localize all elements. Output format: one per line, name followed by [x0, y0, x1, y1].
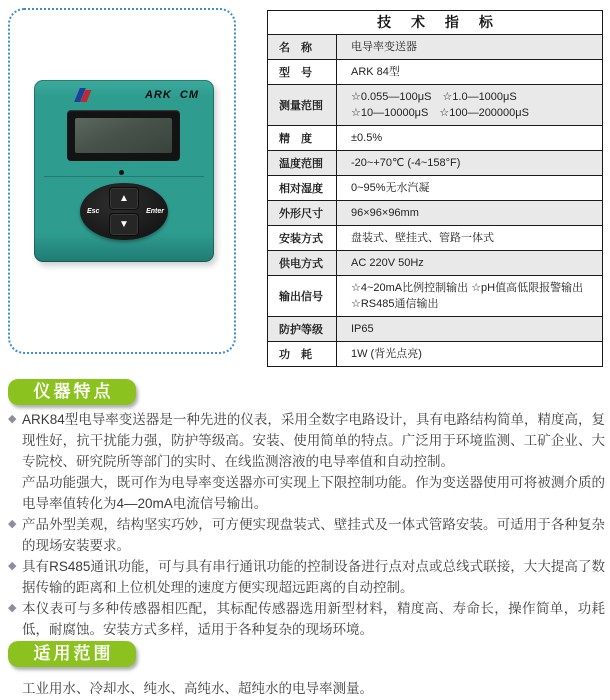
table-row [268, 250, 602, 275]
feature-paragraph: 产品功能强大，既可作为电导率变送器亦可实现上下限控制功能。作为变送器使用可将被测介质的电导率值转化为4—20mA电流信号输出。 [22, 475, 605, 511]
spec-value-text: ARK 84型 [351, 66, 400, 78]
spec-value-text: -20~+70℃ (-4~158°F) [351, 157, 461, 169]
up-arrow-button: ▲ [109, 187, 139, 210]
spec-value [337, 60, 602, 84]
brand-logo-icon [74, 88, 92, 102]
spec-value [337, 35, 602, 59]
lcd-display [67, 110, 180, 161]
spec-value [337, 151, 602, 175]
spec-label: 名 称 [268, 35, 337, 59]
spec-value-text: ☆10—10000μS ☆100—200000μS [351, 107, 529, 119]
spec-value-text: 电导率变送器 [351, 41, 417, 53]
table-row [268, 34, 602, 59]
bullet-diamond-icon: ◆ [8, 518, 17, 530]
spec-value [337, 201, 602, 225]
list-item [8, 556, 605, 598]
spec-value-text: ±0.5% [351, 132, 383, 144]
spec-value-text: ☆4~20mA比例控制输出 ☆pH值高低限报警输出 [351, 282, 584, 294]
table-row [268, 150, 602, 175]
spec-label: 安装方式 [268, 226, 337, 250]
spec-label: 供电方式 [268, 251, 337, 275]
bullet-diamond-icon: ◆ [8, 602, 17, 614]
spec-label: 相对湿度 [268, 176, 337, 200]
spec-value [337, 276, 602, 316]
spec-value-text: IP65 [351, 323, 374, 335]
bullet-diamond-icon: ◆ [8, 413, 17, 425]
spec-label: 精 度 [268, 126, 337, 150]
list-item [8, 514, 605, 556]
down-arrow-button: ▼ [109, 213, 139, 236]
spec-label: 输出信号 [268, 276, 337, 316]
lcd-screen [75, 118, 172, 153]
features-list [8, 409, 605, 640]
spec-label: 功 耗 [268, 342, 337, 366]
spec-value-text: 0~95%无水汽凝 [351, 182, 430, 194]
list-item [8, 598, 605, 640]
features-section-heading: 仪器特点 [8, 379, 136, 405]
spec-value-text: 96×96×96mm [351, 207, 419, 219]
product-photo-frame [8, 8, 236, 354]
spec-label: 测量范围 [268, 85, 337, 125]
spec-label: 外形尺寸 [268, 201, 337, 225]
spec-label: 温度范围 [268, 151, 337, 175]
conductivity-transmitter-device [34, 80, 214, 262]
keypad [80, 183, 168, 240]
scope-section-heading: 适用范围 [8, 641, 136, 667]
spec-label: 防护等级 [268, 317, 337, 341]
device-model-label: ARK CM [144, 89, 199, 101]
scope-text: 工业用水、冷却水、纯水、高纯水、超纯水的电导率测量。 [22, 681, 373, 696]
spec-value [337, 251, 602, 275]
spec-value [337, 317, 602, 341]
feature-paragraph: 具有RS485通讯功能，可与具有串行通讯功能的控制设备进行点对点或总线式联接，大大提高了数据传输的距离和上位机处理的速度方便实现超远距离的自动控制。 [22, 559, 605, 595]
spec-value-text: ☆RS485通信输出 [351, 298, 439, 310]
spec-table-title: 技 术 指 标 [268, 11, 602, 34]
spec-value [337, 176, 602, 200]
table-row [268, 200, 602, 225]
esc-button: Esc [87, 208, 100, 215]
technical-spec-table [267, 10, 603, 367]
table-row [268, 84, 602, 125]
table-row [268, 59, 602, 84]
feature-paragraph: 本仪表可与多种传感器相匹配，其标配传感器选用新型材料，精度高、寿命长，操作简单，功耗低，耐腐蚀。安装方式多样，适用于各种复杂的现场环境。 [22, 601, 605, 637]
table-row [268, 316, 602, 341]
spec-value [337, 226, 602, 250]
panel-led-dot [119, 170, 124, 175]
spec-value-text: ☆0.055—100μS ☆1.0—1000μS [351, 91, 517, 103]
bullet-diamond-icon: ◆ [8, 560, 17, 572]
panel-groove [44, 176, 204, 177]
spec-value [337, 342, 602, 366]
spec-label: 型 号 [268, 60, 337, 84]
list-item [8, 409, 605, 514]
table-row [268, 225, 602, 250]
spec-value-text: 盘装式、壁挂式、管路一体式 [351, 232, 494, 244]
spec-table-rows [268, 34, 602, 366]
spec-value [337, 126, 602, 150]
table-row [268, 275, 602, 316]
spec-value-text: AC 220V 50Hz [351, 257, 424, 269]
enter-button: Enter [146, 208, 164, 215]
table-row [268, 341, 602, 366]
spec-value-text: 1W (背光点亮) [351, 348, 422, 360]
feature-paragraph: 产品外型美观，结构坚实巧妙，可方便实现盘装式、壁挂式及一体式管路安装。可适用于各种复杂的现场安装要求。 [22, 517, 605, 553]
table-row [268, 125, 602, 150]
feature-paragraph: ARK84型电导率变送器是一种先进的仪表，采用全数字电路设计，具有电路结构简单，精度高，复现性好，抗干扰能力强，防护等级高。安装、使用简单的特点。广泛用于环境监测、工矿企业、大专院校、研究院所等部门的实时、在线监测溶液的电导率值和自动控制。 [22, 412, 605, 469]
table-row [268, 175, 602, 200]
spec-value [337, 85, 602, 125]
